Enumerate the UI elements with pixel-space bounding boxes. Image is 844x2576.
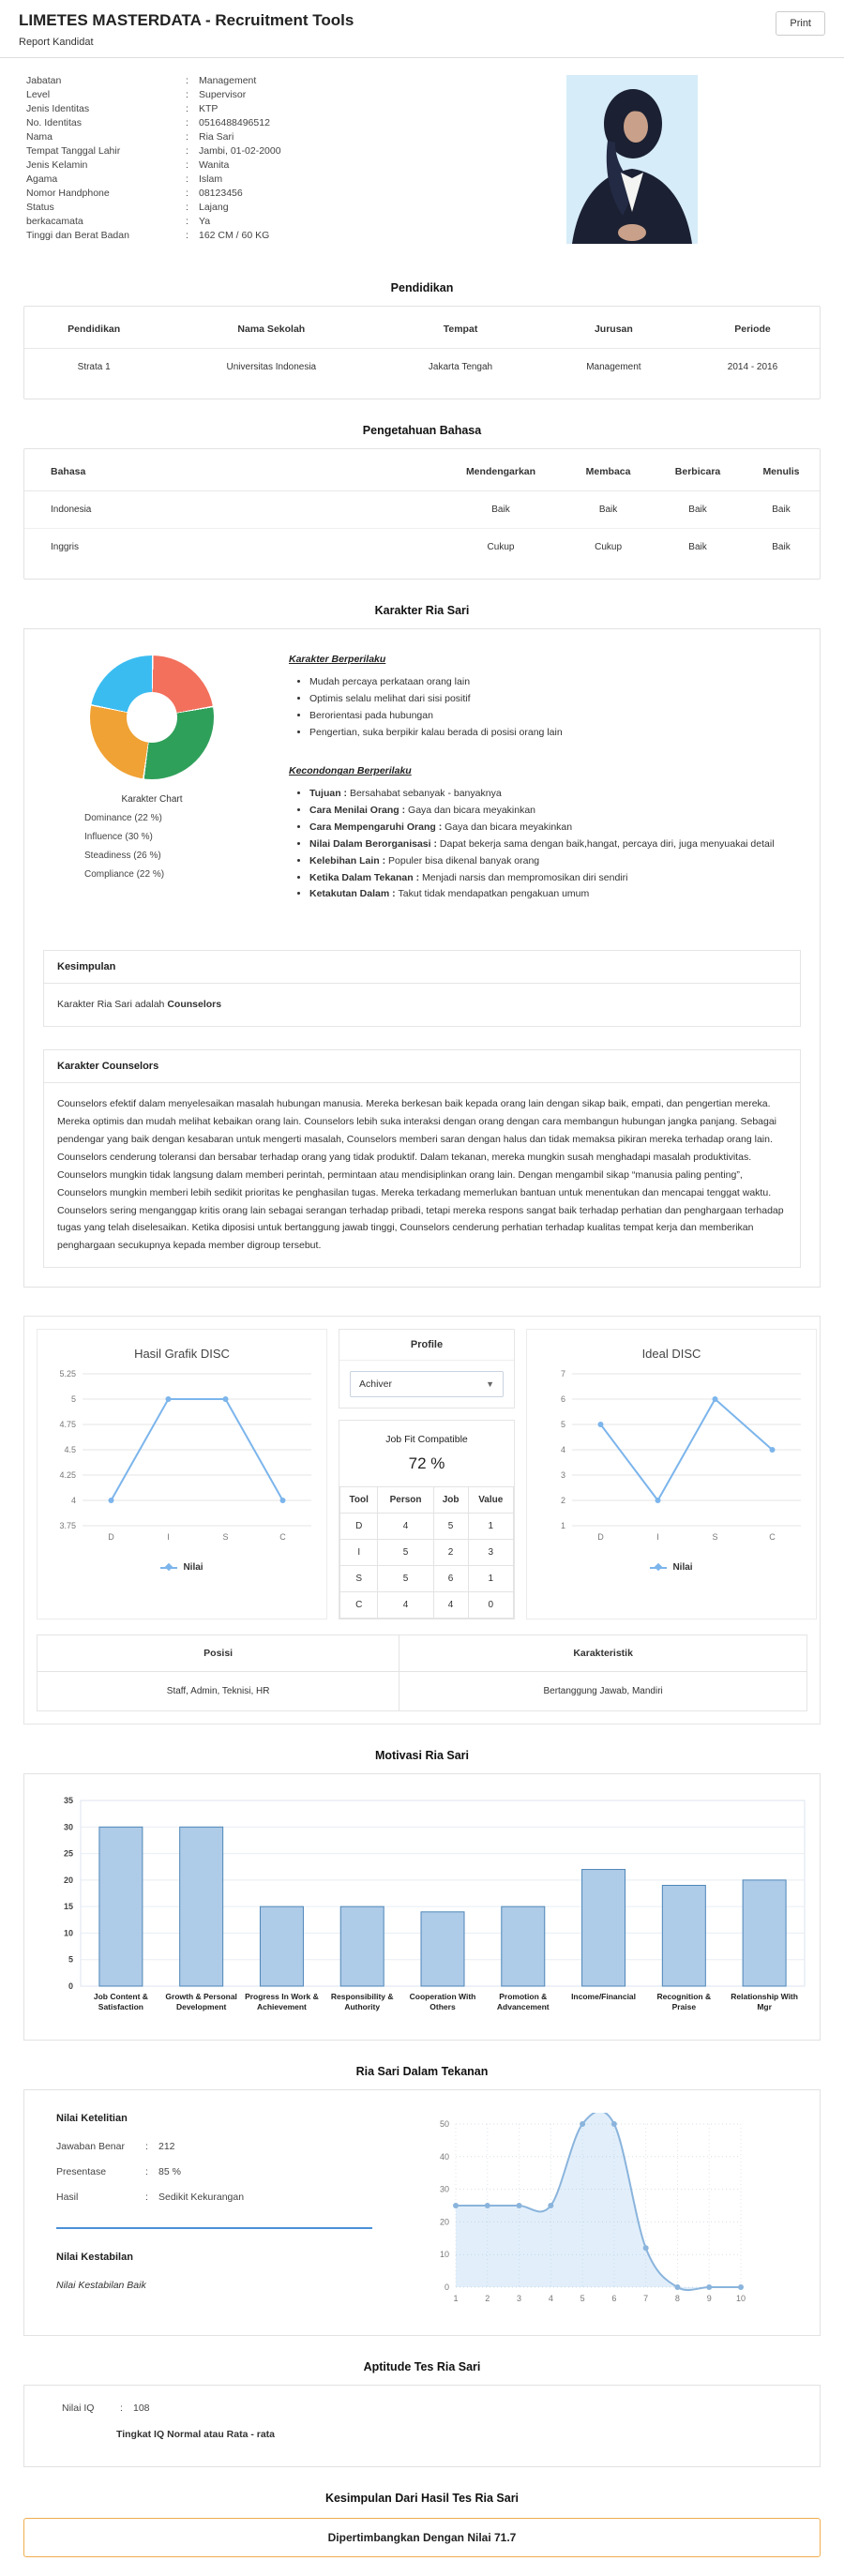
profile-dropdown-value: Achiver: [359, 1378, 393, 1391]
table-cell: 4: [378, 1592, 433, 1619]
table-cell: Indonesia: [51, 505, 92, 515]
svg-text:50: 50: [440, 2119, 450, 2130]
column-header: Periode: [686, 310, 820, 349]
table-cell: Strata 1: [77, 362, 111, 372]
jobfit-box: [339, 1420, 515, 1619]
table-header-row: [340, 1487, 514, 1514]
kesimpulan-box: [43, 950, 801, 1027]
kesimpulan-header: Kesimpulan: [44, 951, 800, 984]
section-title-karakter: Karakter Ria Sari: [374, 604, 470, 617]
table-header-row: [24, 453, 820, 491]
table-cell: 1: [468, 1566, 513, 1592]
jobfit-table: [339, 1486, 514, 1619]
table-cell: 1: [468, 1514, 513, 1540]
karakter-chart-block: [43, 644, 261, 927]
table-cell: 5: [433, 1514, 468, 1540]
chart-svg: [531, 1364, 812, 1552]
svg-text:5: 5: [560, 1420, 565, 1430]
hasil-disc-title: Hasil Grafik DISC: [134, 1347, 230, 1362]
table-cell: Baik: [688, 505, 707, 515]
table-row: [24, 529, 820, 566]
table-cell: Cukup: [564, 529, 653, 566]
svg-text:7: 7: [643, 2294, 649, 2304]
table-cell: 3: [468, 1540, 513, 1566]
iq-note: Tingkat IQ Normal atau Rata - rata: [116, 2429, 276, 2441]
svg-text:Mgr: Mgr: [757, 2002, 772, 2012]
karakter-donut-chart: [90, 655, 214, 779]
jobfit-value: 72 %: [408, 1454, 445, 1473]
karakter-text-block: [261, 644, 801, 927]
bahasa-card: [23, 448, 821, 580]
chart-svg: [426, 2113, 754, 2312]
list-item: • Pengertian, suka berpikir kalau berada di posisi orang lain: [309, 725, 801, 742]
table-cell: C: [340, 1592, 378, 1619]
pendidikan-card: [23, 306, 821, 399]
column-header: Nama Sekolah: [163, 310, 379, 349]
svg-text:35: 35: [63, 1796, 73, 1806]
disc-middle-column: [339, 1329, 515, 1619]
svg-text:Development: Development: [175, 2002, 227, 2012]
list-item: • Tujuan : Bersahabat sebanyak - banyaknya: [309, 786, 801, 803]
berperilaku-heading: Karakter Berperilaku: [289, 654, 386, 665]
profile-select-header: Profile: [339, 1330, 514, 1361]
profile-field: berkacamata : Ya: [26, 216, 211, 227]
svg-text:30: 30: [63, 1822, 73, 1832]
legend-label: Nilai: [183, 1562, 203, 1574]
svg-text:D: D: [108, 1532, 114, 1543]
tekanan-chart-block: [393, 2113, 788, 2316]
chevron-down-icon: ▼: [486, 1379, 494, 1390]
karakter-trait-list: [43, 813, 261, 880]
column-header: Pendidikan: [24, 310, 163, 349]
column-header: Tool: [340, 1487, 378, 1514]
svg-text:Income/Financial: Income/Financial: [571, 1992, 637, 2002]
profile-field: Nama : Ria Sari: [26, 131, 234, 143]
counselors-paragraph: Counselors efektif dalam menyelesaikan masalah hubungan manusia. Mereka berkesan baik kepada orang lain dengan sikap baik, empati, dan pengertian mereka. Mereka optimis dan mudah melihat kebaikan orang lain. Counselors lebih suka interaksi dengan orang dengan cara membangun hubungan jangka panjang. Sebagai pendengar yang baik dengan kesabaran untuk mengerti masalah, Counselors memberi saran dengan halus dan tidak memaksa pikiran mereka terhadap orang lain.: [57, 1098, 777, 1145]
svg-text:4: 4: [549, 2294, 554, 2304]
list-item: • Ketakutan Dalam : Takut tidak mendapatkan pengakuan umum: [309, 886, 801, 903]
page-title: LIMETES MASTERDATA - Recruitment Tools: [19, 11, 354, 29]
tekanan-values-block: [56, 2113, 393, 2316]
table-row: [24, 491, 820, 529]
table-cell: S: [340, 1566, 378, 1592]
table-row: [340, 1540, 514, 1566]
counselors-header: Karakter Counselors: [44, 1050, 800, 1083]
list-item: • Berorientasi pada hubungan: [309, 708, 801, 725]
table-cell: Inggris: [24, 529, 438, 566]
column-header: Tempat: [379, 310, 541, 349]
svg-text:20: 20: [63, 1876, 73, 1886]
svg-text:D: D: [597, 1532, 604, 1543]
trait-line: Dominance (22 %): [84, 813, 162, 823]
column-header: Jurusan: [542, 310, 686, 349]
column-header: Bahasa: [24, 453, 438, 491]
posisi-table: [38, 1635, 806, 1710]
svg-text:10: 10: [63, 1928, 73, 1938]
header-titles: [19, 11, 354, 48]
svg-text:Promotion &: Promotion &: [499, 1992, 548, 2002]
profile-field: No. Identitas : 0516488496512: [26, 117, 270, 128]
kesimpulan-body: [44, 984, 800, 1026]
svg-text:20: 20: [440, 2217, 450, 2227]
table-cell: Baik: [653, 529, 743, 566]
iq-label: Nilai IQ: [62, 2403, 95, 2415]
svg-text:I: I: [167, 1532, 170, 1543]
column-header: Value: [468, 1487, 513, 1514]
table-row: [38, 1672, 806, 1711]
aptitude-card: [23, 2385, 821, 2467]
svg-text:25: 25: [63, 1848, 73, 1859]
svg-text:10: 10: [736, 2294, 746, 2304]
profile-field: Tempat Tanggal Lahir : Jambi, 01-02-2000: [26, 145, 281, 157]
section-title-tekanan: Ria Sari Dalam Tekanan: [355, 2065, 489, 2079]
svg-text:S: S: [222, 1532, 229, 1543]
karakter-card: [23, 628, 821, 1288]
trait-line: Steadiness (26 %): [84, 851, 161, 861]
list-item: • Mudah percaya perkataan orang lain: [309, 674, 801, 691]
kestabilan-heading: Nilai Kestabilan: [56, 2252, 133, 2264]
table-cell: Baik: [743, 529, 820, 566]
svg-text:4: 4: [70, 1496, 76, 1506]
counselors-box: [43, 1049, 801, 1268]
svg-text:15: 15: [63, 1902, 73, 1912]
legend-label: Nilai: [672, 1562, 693, 1574]
column-header: Berbicara: [653, 453, 743, 491]
kestabilan-note: Nilai Kestabilan Baik: [56, 2280, 146, 2292]
svg-text:9: 9: [707, 2294, 713, 2304]
column-header: Mendengarkan: [438, 453, 564, 491]
svg-text:7: 7: [560, 1369, 565, 1379]
svg-text:I: I: [656, 1532, 659, 1543]
svg-text:Recognition &: Recognition &: [656, 1992, 712, 2002]
kesimpulan-type: Counselors: [167, 999, 222, 1011]
counselors-paragraph: Counselors cenderung toleransi dan bersabar terhadap orang yang tidak produktif. Dalam tekanan, mereka mungkin susah menghadapi masalah produktivitas. Counselors mungkin tidak langsung dalam memberi perintah, permintaan atau mendisiplinkan orang lain. Dengan mengambil sikap “manusia paling penting”, Counselors mungkin memberi lebih sedikit prioritas ke penghasilan tugas. Mereka terkadang memerlukan bantuan untuk menentukan dan mencapai tenggat waktu.: [57, 1151, 772, 1198]
profile-field: Level : Supervisor: [26, 89, 247, 100]
svg-text:C: C: [769, 1532, 776, 1543]
svg-text:Growth & Personal: Growth & Personal: [165, 1992, 237, 2002]
profile-field: Jabatan : Management: [26, 75, 257, 86]
counselors-paragraph: Counselors sering menganggap kritis orang lain sebagai serangan terhadap pribadi, tetapi mereka respons sangat baik terhadap perhatian dan penghargaan terhadap tugas yang telah diselesaikan. Ketika diposisi untuk bertanggung jawab tinggi, Counselors cenderung perhatian terhadap kualitas tempat kerja dan memberikan penghargaan secukupnya kepada member digroup tersebut.: [57, 1204, 784, 1252]
table-header-row: [38, 1635, 806, 1672]
chart-svg: [41, 1364, 323, 1552]
svg-text:Relationship With: Relationship With: [731, 1992, 798, 2002]
table-cell: Baik: [491, 505, 510, 515]
tekanan-card: [23, 2089, 821, 2336]
table-cell: 5: [378, 1566, 433, 1592]
table-row: [340, 1514, 514, 1540]
profile-fields: [26, 75, 281, 244]
table-cell: Baik: [598, 505, 618, 515]
svg-text:Advancement: Advancement: [496, 2002, 550, 2012]
svg-text:4.75: 4.75: [59, 1420, 76, 1430]
ideal-disc-chart: [531, 1364, 812, 1557]
table-cell: Baik: [772, 505, 791, 515]
svg-text:Others: Others: [430, 2002, 456, 2012]
header-bar: [0, 0, 844, 58]
section-title-motivasi: Motivasi Ria Sari: [374, 1749, 470, 1763]
candidate-profile-section: [0, 58, 844, 257]
tekanan-area-chart: [426, 2113, 754, 2316]
profile-field: Agama : Islam: [26, 173, 223, 185]
disc-section: [23, 1316, 821, 1725]
svg-text:6: 6: [611, 2294, 617, 2304]
profile-dropdown[interactable]: [350, 1371, 504, 1397]
trait-line: Influence (30 %): [84, 832, 153, 842]
ketelitian-fields: [56, 2141, 393, 2203]
svg-text:Responsibility &: Responsibility &: [330, 1992, 394, 2002]
ketelitian-field: Jawaban Benar : 212: [56, 2141, 175, 2153]
section-title-aptitude: Aptitude Tes Ria Sari: [363, 2360, 481, 2374]
table-cell: Cukup: [438, 529, 564, 566]
svg-text:5: 5: [580, 2294, 586, 2304]
table-cell: I: [340, 1540, 378, 1566]
jobfit-label: Job Fit Compatible: [385, 1434, 468, 1446]
trait-line: Compliance (22 %): [84, 869, 165, 880]
profile-field: Status : Lajang: [26, 202, 229, 213]
column-header: Menulis: [743, 453, 820, 491]
svg-text:Praise: Praise: [671, 2002, 697, 2012]
svg-text:5.25: 5.25: [59, 1369, 76, 1379]
divider-line: [56, 2227, 372, 2229]
svg-text:S: S: [712, 1532, 718, 1543]
ketelitian-field: Hasil : Sedikit Kekurangan: [56, 2192, 245, 2204]
svg-text:30: 30: [440, 2184, 450, 2194]
table-header-row: [24, 310, 820, 349]
list-item: • Cara Mempengaruhi Orang : Gaya dan bicara meyakinkan: [309, 820, 801, 836]
column-header: Karakteristik: [399, 1635, 806, 1672]
column-header: Job: [433, 1487, 468, 1514]
hasil-disc-panel: [37, 1329, 327, 1619]
list-item: • Nilai Dalam Berorganisasi : Dapat bekerja sama dengan baik,hangat, percaya diri, juga menyuakai detail: [309, 836, 801, 853]
kecondongan-list: [289, 786, 801, 903]
candidate-photo-image: [566, 75, 698, 244]
final-result-box: Dipertimbangkan Dengan Nilai 71.7: [23, 2518, 821, 2557]
table-cell: D: [340, 1514, 378, 1540]
section-title-pendidikan: Pendidikan: [390, 281, 454, 294]
candidate-photo: [566, 75, 698, 244]
table-cell: 2014 - 2016: [727, 362, 778, 372]
svg-text:0: 0: [68, 1981, 73, 1992]
column-header: Person: [378, 1487, 433, 1514]
svg-text:Satisfaction: Satisfaction: [98, 2002, 143, 2012]
svg-text:10: 10: [440, 2250, 450, 2260]
table-cell: 6: [433, 1566, 468, 1592]
svg-text:5: 5: [68, 1954, 73, 1965]
svg-text:Achievement: Achievement: [256, 2002, 307, 2012]
profile-select-box: [339, 1329, 515, 1409]
kecondongan-heading: Kecondongan Berperilaku: [289, 765, 412, 777]
list-item: • Optimis selalu melihat dari sisi positif: [309, 691, 801, 708]
profile-field: Tinggi dan Berat Badan : 162 CM / 60 KG: [26, 230, 270, 241]
table-cell: 0: [468, 1592, 513, 1619]
svg-text:4.5: 4.5: [64, 1445, 76, 1455]
motivasi-bar-chart: [32, 1791, 812, 2030]
svg-text:C: C: [279, 1532, 286, 1543]
posisi-table-wrap: [37, 1634, 807, 1711]
pendidikan-table: [24, 310, 820, 385]
table-cell: Staff, Admin, Teknisi, HR: [166, 1686, 270, 1697]
page-subtitle: Report Kandidat: [19, 37, 94, 48]
profile-field: Nomor Handphone : 08123456: [26, 188, 243, 199]
hasil-disc-chart: [41, 1364, 323, 1557]
svg-text:1: 1: [560, 1521, 565, 1531]
iq-row: [62, 2403, 782, 2414]
table-cell: 4: [378, 1514, 433, 1540]
svg-text:40: 40: [440, 2151, 450, 2162]
list-item: • Cara Menilai Orang : Gaya dan bicara meyakinkan: [309, 803, 801, 820]
profile-field: Jenis Identitas : KTP: [26, 103, 219, 114]
svg-text:2: 2: [485, 2294, 490, 2304]
table-cell: Bertanggung Jawab, Mandiri: [399, 1672, 806, 1711]
legend-marker-icon: [650, 1567, 667, 1569]
table-cell: 2: [433, 1540, 468, 1566]
svg-text:Progress In Work &: Progress In Work &: [245, 1992, 319, 2002]
svg-text:3.75: 3.75: [59, 1521, 76, 1531]
table-cell: Jakarta Tengah: [428, 362, 493, 372]
hasil-disc-legend: [41, 1557, 323, 1582]
svg-text:Job Content &: Job Content &: [93, 1992, 148, 2002]
svg-text:3: 3: [560, 1470, 565, 1481]
ideal-disc-legend: [531, 1557, 812, 1582]
table-cell: Management: [586, 362, 641, 372]
ideal-disc-title: Ideal DISC: [641, 1347, 701, 1362]
svg-text:8: 8: [675, 2294, 681, 2304]
counselors-description: [44, 1083, 800, 1267]
table-cell: 5: [378, 1540, 433, 1566]
print-button[interactable]: Print: [776, 11, 825, 36]
column-header: Posisi: [38, 1635, 399, 1672]
table-cell: Universitas Indonesia: [226, 362, 317, 372]
list-item: • Ketika Dalam Tekanan : Menjadi narsis dan mempromosikan diri sendiri: [309, 870, 801, 887]
svg-text:Authority: Authority: [344, 2002, 381, 2012]
column-header: Membaca: [564, 453, 653, 491]
bahasa-table: [24, 453, 820, 565]
table-row: [340, 1592, 514, 1619]
svg-text:0: 0: [445, 2282, 450, 2293]
karakter-chart-label: Karakter Chart: [121, 794, 183, 805]
legend-marker-icon: [160, 1567, 177, 1569]
kesimpulan-text: Karakter Ria Sari adalah: [57, 999, 165, 1011]
svg-text:2: 2: [560, 1496, 565, 1506]
table-row: [340, 1566, 514, 1592]
ketelitian-heading: Nilai Ketelitian: [56, 2113, 128, 2125]
list-item: • Kelebihan Lain : Populer bisa dikenal banyak orang: [309, 853, 801, 870]
svg-text:4: 4: [560, 1445, 565, 1455]
svg-text:4.25: 4.25: [59, 1470, 76, 1481]
svg-text:Cooperation With: Cooperation With: [409, 1992, 476, 2002]
iq-colon: :: [120, 2403, 123, 2415]
table-row: [24, 349, 820, 386]
section-title-bahasa: Pengetahuan Bahasa: [362, 424, 482, 437]
ideal-disc-panel: [526, 1329, 817, 1619]
profile-field: Jenis Kelamin : Wanita: [26, 159, 230, 171]
section-title-final: Kesimpulan Dari Hasil Tes Ria Sari: [324, 2492, 520, 2506]
chart-svg: [32, 1791, 818, 2026]
table-cell: 4: [433, 1592, 468, 1619]
iq-value: 108: [133, 2403, 150, 2415]
motivasi-card: [23, 1773, 821, 2041]
svg-text:3: 3: [517, 2294, 522, 2304]
berperilaku-list: [289, 674, 801, 741]
svg-text:5: 5: [70, 1394, 76, 1405]
svg-text:6: 6: [560, 1394, 565, 1405]
ketelitian-field: Presentase : 85 %: [56, 2166, 181, 2178]
svg-text:1: 1: [453, 2294, 459, 2304]
